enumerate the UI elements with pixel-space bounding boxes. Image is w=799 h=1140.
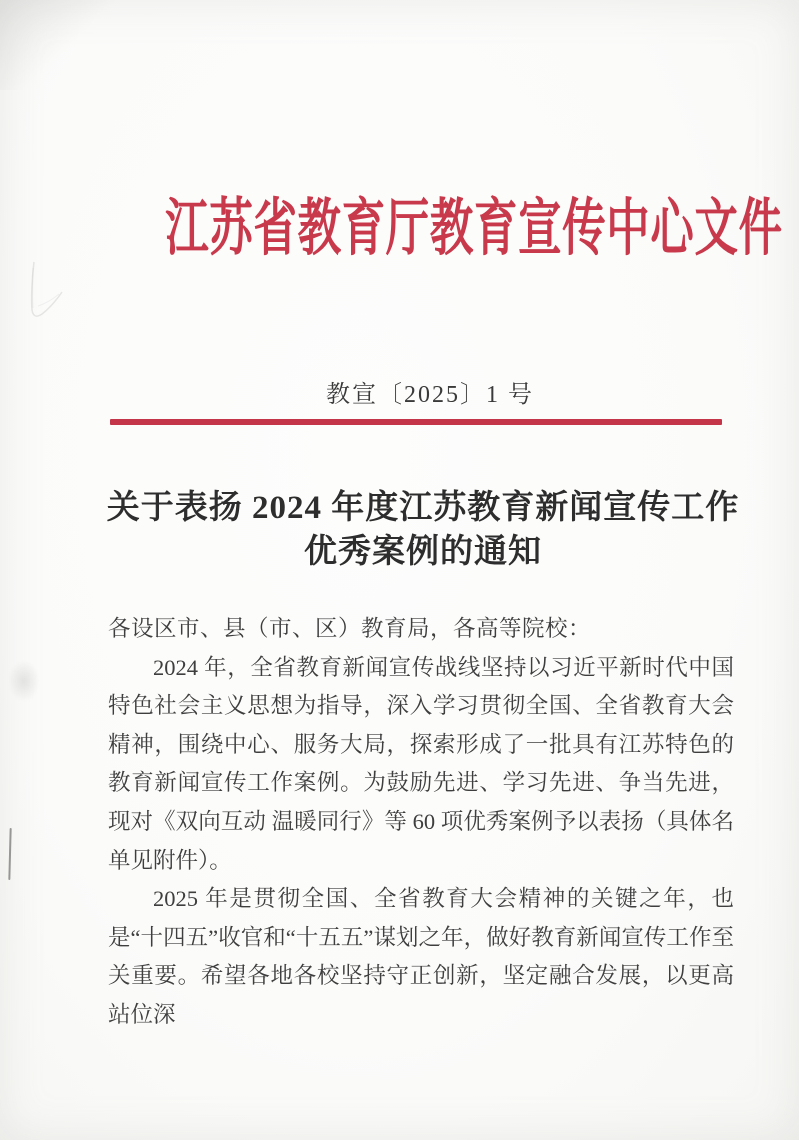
letterhead-title-text: 江苏省教育厅教育宣传中心文件 [165, 195, 783, 263]
body-paragraph-2: 2025 年是贯彻全国、全省教育大会精神的关键之年，也是“十四五”收官和“十五五”谋划之年，做好教育新闻宣传工作至关重要。希望各地各校坚持守正创新，坚定融合发展，以更高站位深 [108, 886, 734, 1027]
letterhead-red-rule [110, 419, 722, 425]
scan-corner-shading [0, 0, 120, 90]
scan-smudge [8, 660, 40, 702]
document-title-line2: 优秀案例的通知 [304, 534, 542, 570]
scan-pencil-mark [8, 828, 11, 880]
salutation-line: 各设区市、县（市、区）教育局，各高等院校： [108, 616, 592, 641]
document-title-line1: 关于表扬 2024 年度江苏教育新闻宣传工作 [106, 490, 740, 526]
document-number: 教宣〔2025〕1 号 [326, 382, 534, 408]
document-body [108, 610, 734, 1035]
body-paragraph-1: 2024 年，全省教育新闻宣传战线坚持以习近平新时代中国特色社会主义思想为指导，深入学习贯彻全国、全省教育大会精神，围绕中心、服务大局，探索形成了一批具有江苏特色的教育新闻宣传工作案例。为鼓励先进、学习先进、争当先进，现对《双向互动 温暖同行》等 60 项优秀案例予以表扬（具体名单见附件）。 [108, 654, 734, 873]
document-title [60, 486, 786, 574]
letterhead-title [33, 186, 799, 272]
